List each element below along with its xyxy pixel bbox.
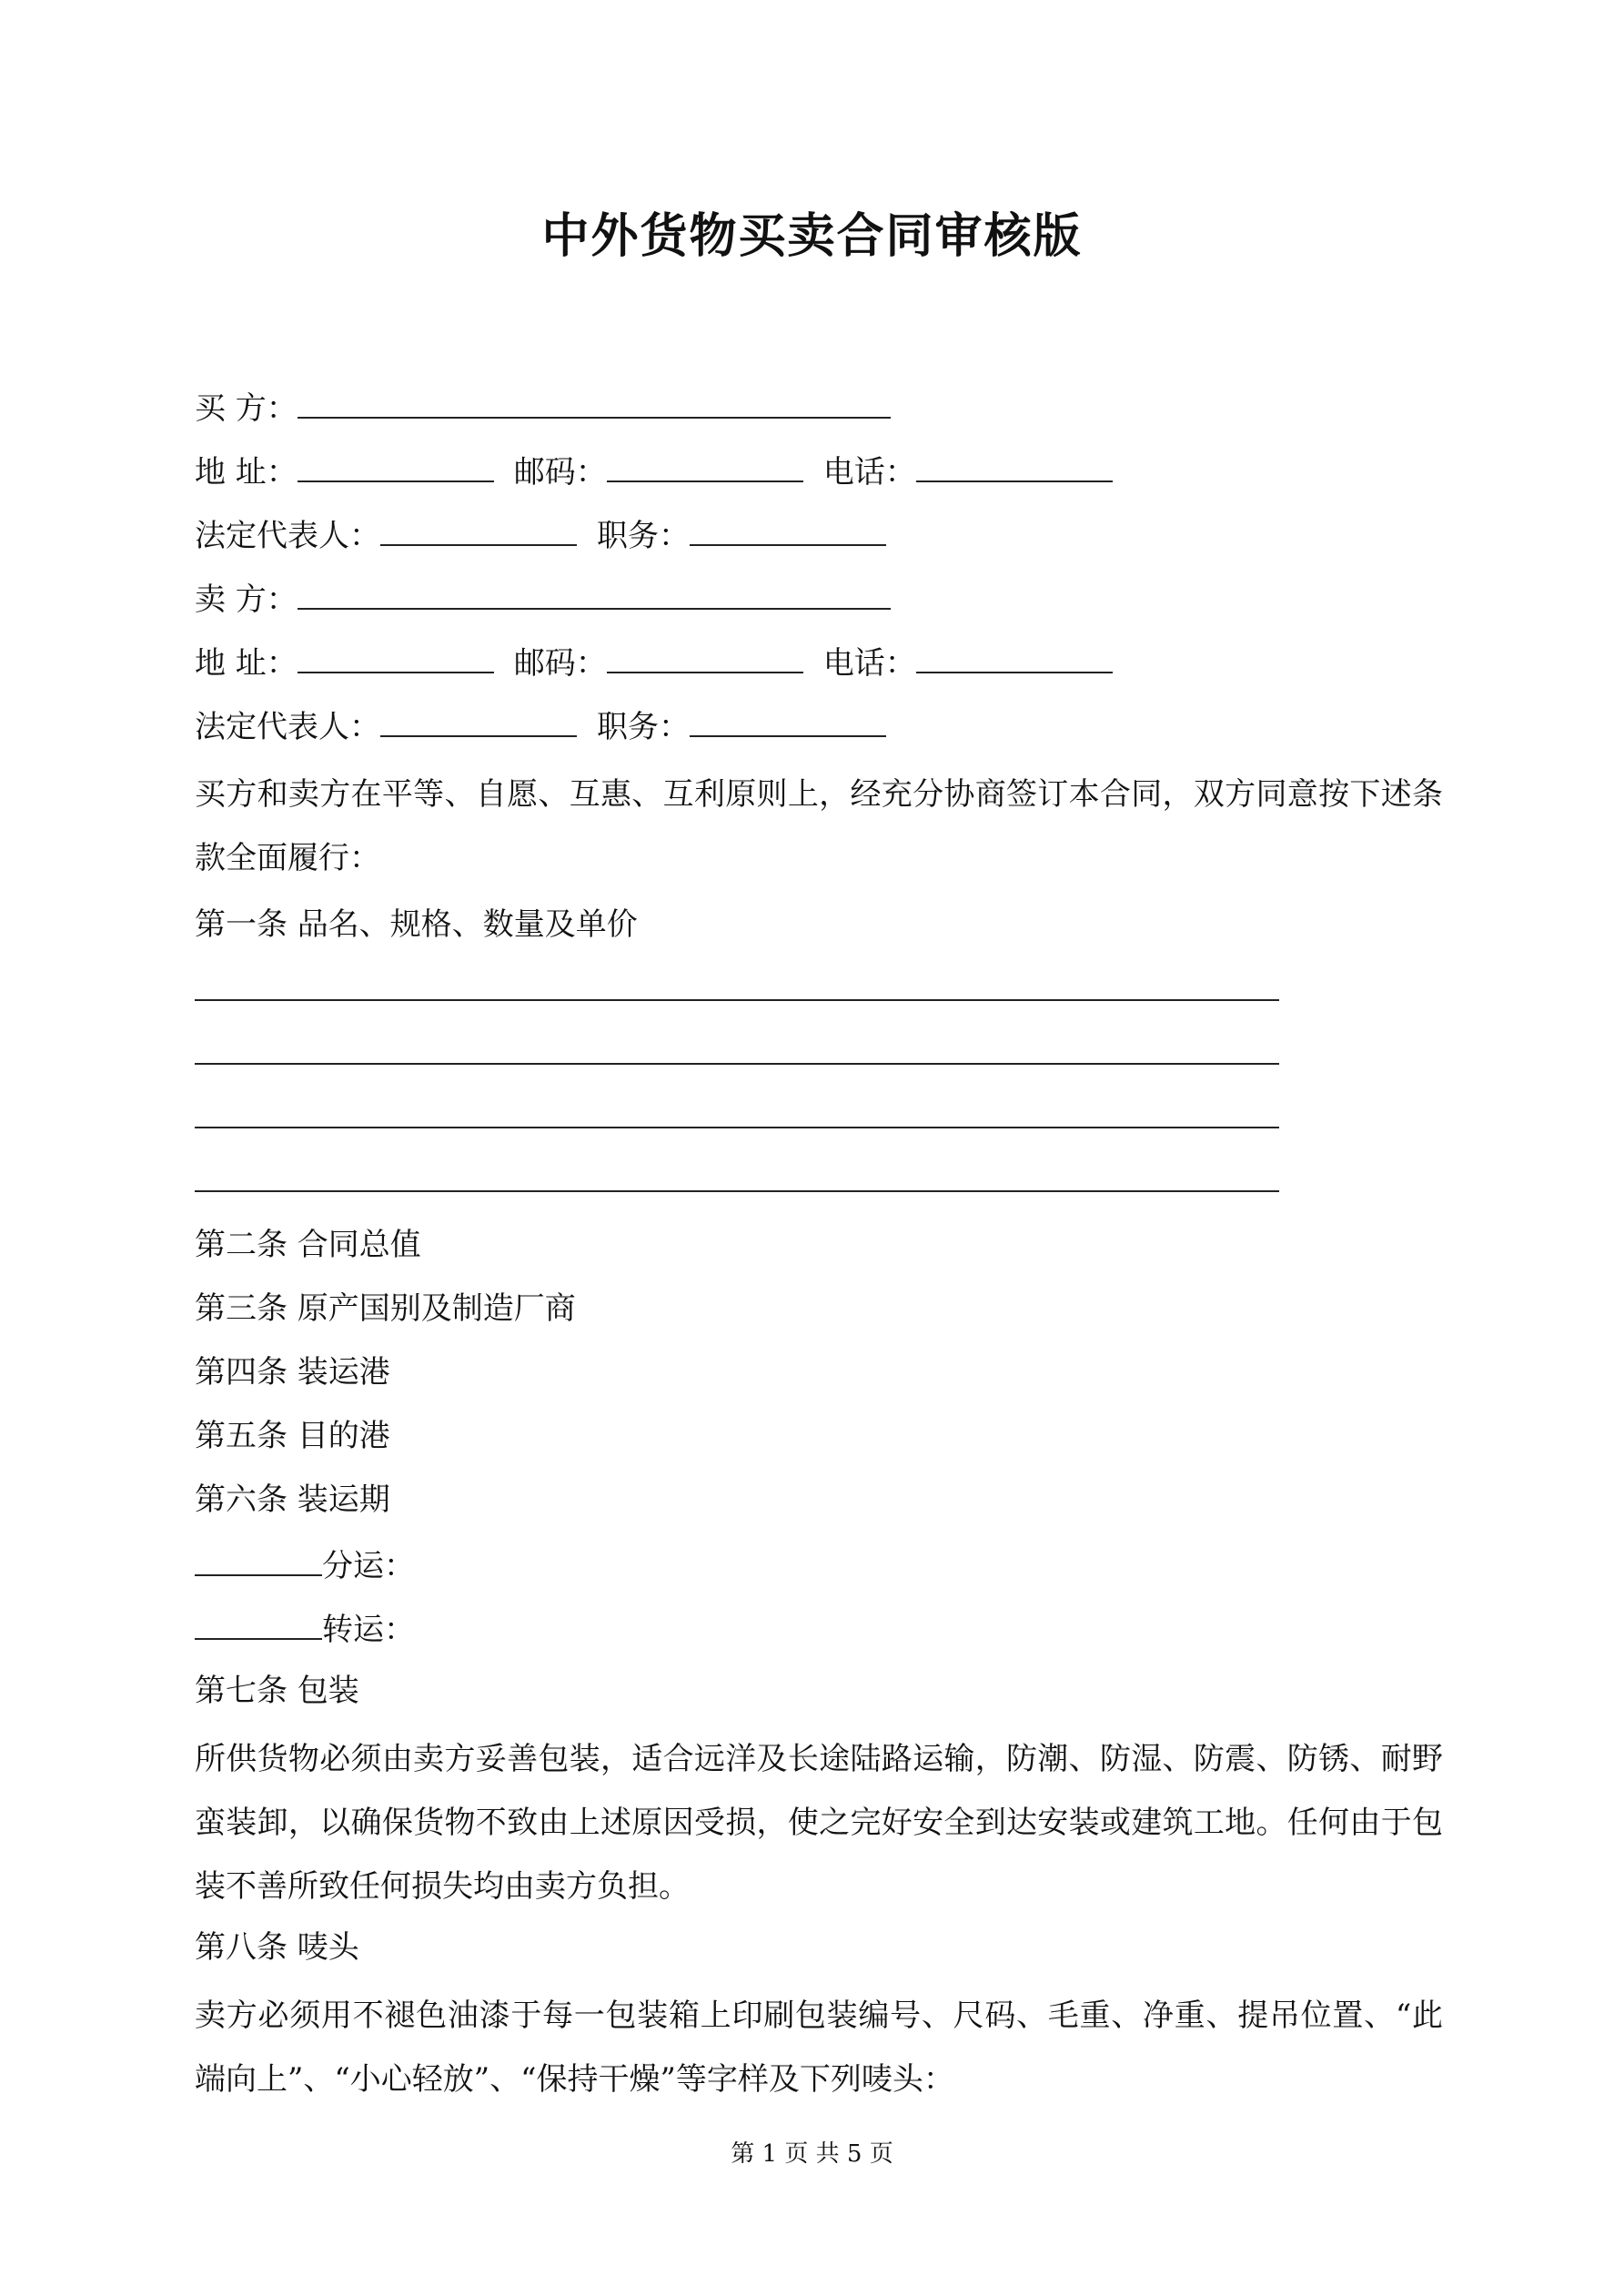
buyer-phone-blank	[916, 450, 1113, 482]
buyer-title-blank	[690, 513, 886, 546]
article-8-heading: 第八条 唛头	[195, 1929, 359, 1966]
buyer-rep-label: 法定代表人：	[195, 518, 380, 554]
seller-name-row	[195, 577, 891, 620]
seller-rep-row	[195, 704, 886, 747]
buyer-name-row	[195, 386, 891, 429]
intro-paragraph: 买方和卖方在平等、自愿、互惠、互利原则上，经充分协商签订本合同，双方同意按下述条款全面履行：	[195, 776, 1443, 876]
transshipment-blank	[195, 1607, 322, 1640]
buyer-rep-blank	[380, 513, 577, 546]
partial-shipment-blank	[195, 1543, 322, 1576]
buyer-postcode-label: 邮码：	[513, 454, 607, 491]
buyer-phone-label: 电话：	[822, 454, 916, 491]
seller-title-label: 职务：	[597, 709, 690, 745]
article-6-heading: 第六条 装运期	[195, 1482, 390, 1518]
partial-shipment-row	[195, 1543, 415, 1586]
seller-postcode-label: 邮码：	[513, 645, 607, 682]
seller-name-blank	[298, 577, 891, 610]
transshipment-label: 转运：	[322, 1612, 415, 1648]
partial-shipment-label: 分运：	[322, 1548, 415, 1584]
buyer-address-label: 地 址：	[195, 454, 298, 491]
seller-label: 卖 方：	[195, 582, 298, 618]
seller-title-blank	[690, 704, 886, 737]
article-4-heading: 第四条 装运港	[195, 1354, 390, 1391]
seller-address-row	[195, 641, 1113, 683]
seller-address-blank	[298, 641, 494, 673]
article-7-body: 所供货物必须由卖方妥善包装，适合远洋及长途陆路运输，防潮、防湿、防震、防锈、耐野蛮装卸，以确保货物不致由上述原因受损，使之完好安全到达安装或建筑工地。任何由于包装不善所致任何损失均由卖方负担。	[195, 1741, 1443, 1905]
buyer-title-label: 职务：	[597, 518, 690, 554]
article-1-heading: 第一条 品名、规格、数量及单价	[195, 906, 638, 943]
seller-phone-label: 电话：	[822, 645, 916, 682]
seller-address-label: 地 址：	[195, 645, 298, 682]
buyer-label: 买 方：	[195, 390, 298, 427]
page-number: 第 1 页 共 5 页	[731, 2140, 893, 2168]
transshipment-row	[195, 1607, 415, 1650]
seller-phone-blank	[916, 641, 1113, 673]
article-1-blank-line	[195, 1063, 1279, 1065]
buyer-rep-row	[195, 513, 886, 556]
article-3-heading: 第三条 原产国别及制造厂商	[195, 1290, 576, 1327]
seller-rep-label: 法定代表人：	[195, 709, 380, 745]
article-2-heading: 第二条 合同总值	[195, 1227, 421, 1263]
article-1-blank-line	[195, 999, 1279, 1001]
article-7-heading: 第七条 包装	[195, 1673, 359, 1709]
seller-rep-blank	[380, 704, 577, 737]
article-8-body: 卖方必须用不褪色油漆于每一包装箱上印刷包装编号、尺码、毛重、净重、提吊位置、“此端向上”、“小心轻放”、“保持干燥”等字样及下列唛头：	[195, 1998, 1443, 2098]
buyer-name-blank	[298, 386, 891, 419]
document-title: 中外货物买卖合同审核版	[541, 208, 1083, 264]
buyer-address-row	[195, 450, 1113, 492]
seller-postcode-blank	[607, 641, 803, 673]
article-5-heading: 第五条 目的港	[195, 1418, 390, 1454]
article-1-blank-line	[195, 1127, 1279, 1128]
buyer-postcode-blank	[607, 450, 803, 482]
buyer-address-blank	[298, 450, 494, 482]
article-1-blank-line	[195, 1190, 1279, 1192]
